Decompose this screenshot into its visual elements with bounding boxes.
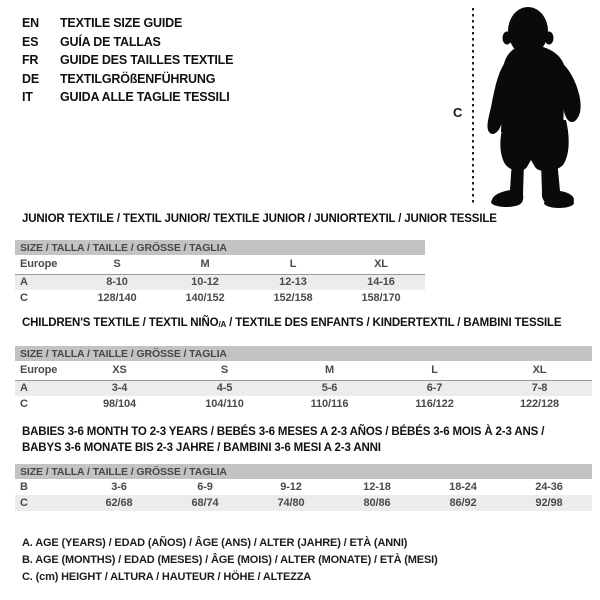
language-code: EN xyxy=(22,16,39,30)
guide-title-it: GUIDA ALLE TAGLIE TESSILI xyxy=(60,90,230,104)
section-title-junior: JUNIOR TEXTILE / TEXTIL JUNIOR/ TEXTILE JUNIOR / JUNIORTEXTIL / JUNIOR TESSILE xyxy=(22,213,497,225)
size-col-header: M xyxy=(277,361,382,380)
size-col-header: L xyxy=(249,255,337,274)
size-cell: 128/140 xyxy=(97,292,137,304)
row-label: C xyxy=(20,292,28,304)
size-cell: 104/110 xyxy=(205,398,244,410)
guide-title-en: TEXTILE SIZE GUIDE xyxy=(60,16,183,30)
size-cell: 7-8 xyxy=(487,380,592,396)
language-code: DE xyxy=(22,71,39,86)
row-label: B xyxy=(20,481,28,493)
size-cell: 110/116 xyxy=(310,398,349,410)
junior-size-table xyxy=(15,240,425,306)
language-row xyxy=(22,70,233,89)
language-row xyxy=(22,88,233,107)
row-label: A xyxy=(15,380,67,396)
size-band-header: SIZE / TALLA / TAILLE / GRÖSSE / TAGLIA xyxy=(15,464,592,479)
size-cell: 18-24 xyxy=(449,481,477,493)
size-cell: 6-7 xyxy=(382,380,487,396)
size-col-header: M xyxy=(161,255,249,274)
babies-size-table xyxy=(15,464,592,511)
guide-title-de: TEXTILGRÖßENFÜHRUNG xyxy=(60,71,216,86)
height-dimension-label: C xyxy=(453,105,463,120)
size-cell: 6-9 xyxy=(197,481,213,493)
table-row xyxy=(15,495,592,511)
size-cell: 152/158 xyxy=(273,292,313,304)
table-row xyxy=(15,274,425,290)
table-row xyxy=(15,346,592,361)
table-row xyxy=(15,240,425,255)
size-cell: 62/68 xyxy=(76,495,162,511)
size-cell: 74/80 xyxy=(248,495,334,511)
section-title-babies xyxy=(22,424,544,456)
size-cell: 12-13 xyxy=(249,274,337,290)
size-cell: 140/152 xyxy=(185,292,225,304)
size-cell: 14-16 xyxy=(337,274,425,290)
size-cell: 10-12 xyxy=(161,274,249,290)
language-title-list xyxy=(22,14,233,107)
section-title-line: BABIES 3-6 MONTH TO 2-3 YEARS / BEBÉS 3-6 MESES A 2-3 AÑOS / BÉBÉS 3-6 MOIS À 2-3 ANS / xyxy=(22,426,545,438)
size-col-header: XL xyxy=(487,361,592,380)
language-row xyxy=(22,51,233,70)
row-label: C xyxy=(15,495,76,511)
size-cell: 5-6 xyxy=(277,380,382,396)
size-cell: 3-4 xyxy=(67,380,172,396)
language-code: IT xyxy=(22,90,33,104)
size-col-header: L xyxy=(382,361,487,380)
region-label: Europe xyxy=(15,255,73,274)
size-col-header: XL xyxy=(337,255,425,274)
children-size-table xyxy=(15,346,592,412)
size-cell: 24-36 xyxy=(535,481,563,493)
size-cell: 3-6 xyxy=(111,481,127,493)
table-row xyxy=(15,464,592,479)
table-row xyxy=(15,255,425,274)
section-title-line: BABYS 3-6 MONATE BIS 2-3 JAHRE / BAMBINI 3-6 MESI A 2-3 ANNI xyxy=(22,442,381,454)
size-cell: 68/74 xyxy=(162,495,248,511)
size-col-header: S xyxy=(172,361,277,380)
table-row xyxy=(15,361,592,380)
section-title-text: / TEXTILE DES ENFANTS / KINDERTEXTIL / BAMBINI TESSILE xyxy=(226,317,562,329)
section-title-text: CHILDREN'S TEXTILE / TEXTIL NIÑO xyxy=(22,317,219,329)
size-band-header: SIZE / TALLA / TAILLE / GRÖSSE / TAGLIA xyxy=(15,346,592,361)
size-cell: 92/98 xyxy=(506,495,592,511)
legend-line-a: A. AGE (YEARS) / EDAD (AÑOS) / ÂGE (ANS) / ALTER (JAHRE) / ETÀ (ANNI) xyxy=(22,537,408,549)
size-col-header: XS xyxy=(67,361,172,380)
language-code: FR xyxy=(22,53,39,67)
table-row xyxy=(15,380,592,396)
language-code: ES xyxy=(22,34,39,49)
region-label: Europe xyxy=(15,361,67,380)
size-cell: 9-12 xyxy=(280,481,302,493)
size-cell: 4-5 xyxy=(172,380,277,396)
legend-line-b: B. AGE (MONTHS) / EDAD (MESES) / ÂGE (MOIS) / ALTER (MONATE) / ETÀ (MESI) xyxy=(22,554,438,566)
table-row xyxy=(15,479,592,495)
guide-title-es: GUÍA DE TALLAS xyxy=(60,34,161,49)
size-cell: 98/104 xyxy=(102,398,137,410)
section-title-subscript: /A xyxy=(218,320,227,329)
table-row xyxy=(15,290,425,306)
size-cell: 158/170 xyxy=(361,292,401,304)
size-band-header: SIZE / TALLA / TAILLE / GRÖSSE / TAGLIA xyxy=(15,240,425,255)
legend xyxy=(22,535,438,586)
guide-title-fr: GUIDE DES TAILLES TEXTILE xyxy=(60,53,234,67)
size-cell: 12-18 xyxy=(363,481,391,493)
row-label: C xyxy=(20,398,28,410)
size-col-header: S xyxy=(73,255,161,274)
baby-silhouette-icon xyxy=(478,4,592,208)
language-row xyxy=(22,14,233,33)
size-cell: 116/122 xyxy=(415,398,454,410)
height-measure-dotted-line xyxy=(471,8,475,206)
legend-line-c: C. (cm) HEIGHT / ALTURA / HAUTEUR / HÖHE / ALTEZZA xyxy=(22,571,312,583)
size-cell: 8-10 xyxy=(73,274,161,290)
size-cell: 80/86 xyxy=(334,495,420,511)
size-cell: 122/128 xyxy=(519,398,560,410)
size-cell: 86/92 xyxy=(420,495,506,511)
language-row xyxy=(22,33,233,52)
row-label: A xyxy=(15,274,73,290)
table-row xyxy=(15,396,592,412)
section-title-children xyxy=(22,315,561,333)
